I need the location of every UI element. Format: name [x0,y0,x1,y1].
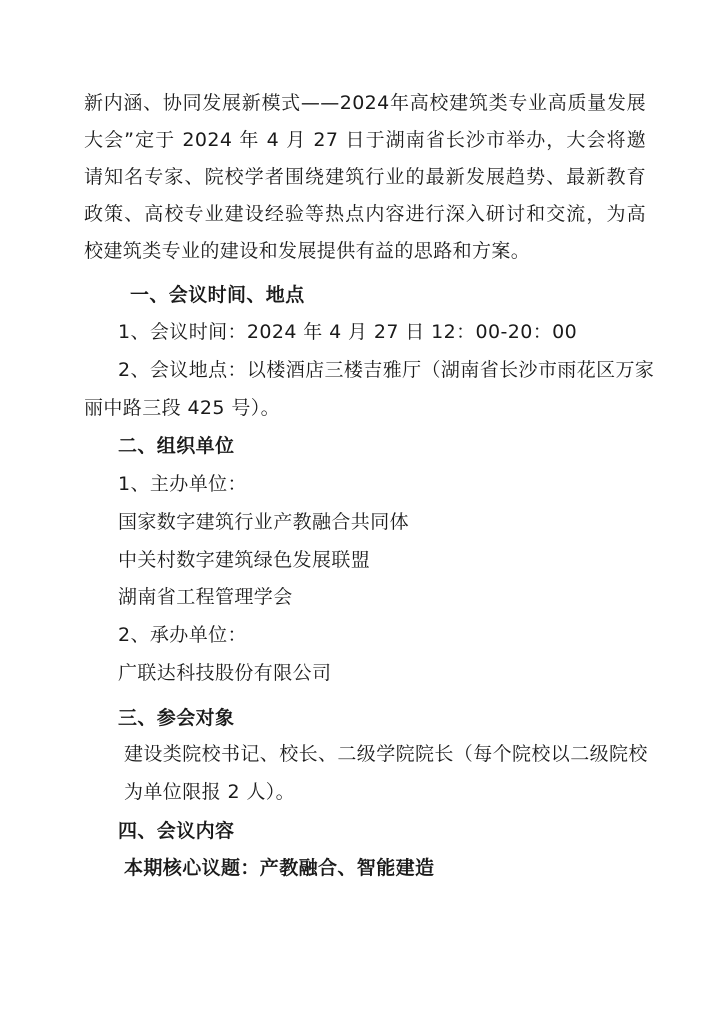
organizer-label: 2、承办单位： [118,624,247,646]
participants-line-1: 建设类院校书记、校长、二级学院院长（每个院校以二级院校 [124,743,648,765]
meeting-time: 1、会议时间：2024 年 4 月 27 日 12：00-20：00 [118,321,578,343]
core-topic: 本期核心议题：产教融合、智能建造 [124,857,435,879]
intro-paragraph: 新内涵、协同发展新模式——2024年高校建筑类专业高质量发展大会”定于 2024 年 4 月 27 日于湖南省长沙市举办，大会将邀请知名专家、院校学者围绕建筑行业的最新发展趋势、最新教育政策、高校专业建设经验等热点内容进行深入研讨和交流，为高校建筑类专业的建设和发展提供有益的思路和方案。 [84,92,646,262]
participants-line-2: 为单位限报 2 人）。 [124,781,296,803]
organizer-unit: 广联达科技股份有限公司 [118,662,332,684]
section-1-heading: 一、会议时间、地点 [130,284,305,306]
meeting-place-line-2: 丽中路三段 425 号）。 [84,397,281,419]
host-unit-3: 湖南省工程管理学会 [118,586,293,608]
host-unit-1: 国家数字建筑行业产教融合共同体 [118,511,410,533]
section-2-heading: 二、组织单位 [118,435,235,457]
host-unit-2: 中关村数字建筑绿色发展联盟 [118,549,371,571]
section-3-heading: 三、参会对象 [118,707,235,729]
section-4-heading: 四、会议内容 [118,820,235,842]
meeting-place-line-1: 2、会议地点：以楼酒店三楼吉雅厅（湖南省长沙市雨花区万家 [118,359,655,381]
host-label: 1、主办单位： [118,473,247,495]
